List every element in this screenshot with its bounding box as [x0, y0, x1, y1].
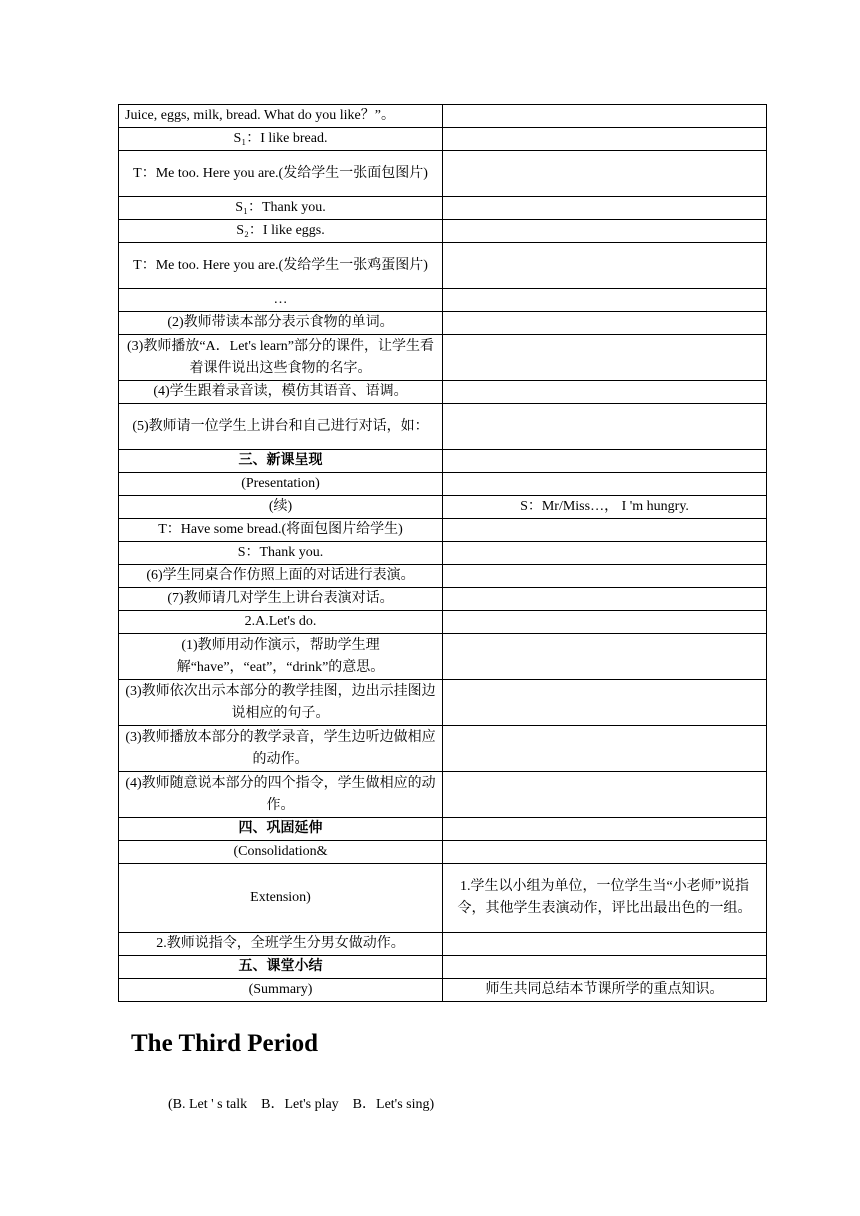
table-row	[119, 450, 767, 473]
activity-cell: T：Me too. Here you are.(发给学生一张鸡蛋图片)	[119, 243, 443, 289]
table-row	[119, 726, 767, 772]
table-row	[119, 197, 767, 220]
activity-cell: (3)教师依次出示本部分的教学挂图，边出示挂图边说相应的句子。	[119, 680, 443, 726]
activity-cell: 五、课堂小结	[119, 956, 443, 979]
note-cell	[443, 933, 767, 956]
activity-cell: (4)教师随意说本部分的四个指令，学生做相应的动作。	[119, 772, 443, 818]
table-row	[119, 818, 767, 841]
activity-cell: 2.教师说指令，全班学生分男女做动作。	[119, 933, 443, 956]
table-row	[119, 841, 767, 864]
note-cell	[443, 542, 767, 565]
table-row	[119, 496, 767, 519]
activity-cell: 2.A.Let's do.	[119, 611, 443, 634]
table-row	[119, 519, 767, 542]
table-row	[119, 611, 767, 634]
note-cell	[443, 726, 767, 772]
note-cell	[443, 473, 767, 496]
table-row	[119, 680, 767, 726]
note-cell	[443, 956, 767, 979]
activity-cell: (1)教师用动作演示，帮助学生理解“have”，“eat”，“drink”的意思。	[119, 634, 443, 680]
activity-cell: 四、巩固延伸	[119, 818, 443, 841]
activity-cell: (Summary)	[119, 979, 443, 1002]
note-cell	[443, 841, 767, 864]
activity-cell: (5)教师请一位学生上讲台和自己进行对话，如：	[119, 404, 443, 450]
activity-cell: (6)学生同桌合作仿照上面的对话进行表演。	[119, 565, 443, 588]
table-row	[119, 588, 767, 611]
activity-cell: S₂：I like eggs.	[119, 220, 443, 243]
note-cell	[443, 588, 767, 611]
activity-cell: (Presentation)	[119, 473, 443, 496]
table-row	[119, 128, 767, 151]
table-row	[119, 933, 767, 956]
note-cell	[443, 381, 767, 404]
table-row	[119, 381, 767, 404]
activity-cell: S₁：I like bread.	[119, 128, 443, 151]
note-cell: 师生共同总结本节课所学的重点知识。	[443, 979, 767, 1002]
note-cell	[443, 519, 767, 542]
table-row	[119, 864, 767, 933]
table-row	[119, 956, 767, 979]
note-cell	[443, 220, 767, 243]
note-cell	[443, 565, 767, 588]
table-row	[119, 473, 767, 496]
note-cell	[443, 312, 767, 335]
note-cell	[443, 128, 767, 151]
activity-cell: 三、新课呈现	[119, 450, 443, 473]
note-cell	[443, 197, 767, 220]
note-cell	[443, 818, 767, 841]
note-cell	[443, 634, 767, 680]
table-row	[119, 979, 767, 1002]
table-row	[119, 105, 767, 128]
activity-cell: (4)学生跟着录音读，模仿其语音、语调。	[119, 381, 443, 404]
note-cell	[443, 404, 767, 450]
note-cell	[443, 611, 767, 634]
activity-cell: S₁：Thank you.	[119, 197, 443, 220]
table-row	[119, 220, 767, 243]
table-row	[119, 151, 767, 197]
activity-cell: T：Have some bread.(将面包图片给学生)	[119, 519, 443, 542]
note-cell: 1.学生以小组为单位，一位学生当“小老师”说指令，其他学生表演动作，评比出最出色的一组。	[443, 864, 767, 933]
activity-cell: S：Thank you.	[119, 542, 443, 565]
note-cell: S：Mr/Miss…， I 'm hungry.	[443, 496, 767, 519]
table-row	[119, 243, 767, 289]
note-cell	[443, 151, 767, 197]
activity-cell: Juice, eggs, milk, bread. What do you like？”。	[119, 105, 443, 128]
table-row	[119, 404, 767, 450]
table-row	[119, 289, 767, 312]
activity-cell: (2)教师带读本部分表示食物的单词。	[119, 312, 443, 335]
table-row	[119, 335, 767, 381]
lesson-plan-table	[118, 104, 767, 1002]
period-subtitle: (B. Let ' s talk B．Let's play B．Let's sing)	[168, 1097, 435, 1112]
activity-cell: (3)教师播放“A．Let's learn”部分的课件，让学生看着课件说出这些食物的名字。	[119, 335, 443, 381]
activity-cell: (7)教师请几对学生上讲台表演对话。	[119, 588, 443, 611]
table-row	[119, 565, 767, 588]
note-cell	[443, 772, 767, 818]
table-row	[119, 772, 767, 818]
activity-cell: T：Me too. Here you are.(发给学生一张面包图片)	[119, 151, 443, 197]
note-cell	[443, 105, 767, 128]
activity-cell: (3)教师播放本部分的教学录音，学生边听边做相应的动作。	[119, 726, 443, 772]
activity-cell: (续)	[119, 496, 443, 519]
note-cell	[443, 335, 767, 381]
activity-cell: (Consolidation&	[119, 841, 443, 864]
note-cell	[443, 243, 767, 289]
note-cell	[443, 450, 767, 473]
table-body	[119, 105, 767, 1002]
table-row	[119, 634, 767, 680]
note-cell	[443, 680, 767, 726]
table-row	[119, 312, 767, 335]
table-row	[119, 542, 767, 565]
activity-cell: Extension)	[119, 864, 443, 933]
period-heading: The Third Period	[131, 1030, 319, 1057]
note-cell	[443, 289, 767, 312]
activity-cell: …	[119, 289, 443, 312]
